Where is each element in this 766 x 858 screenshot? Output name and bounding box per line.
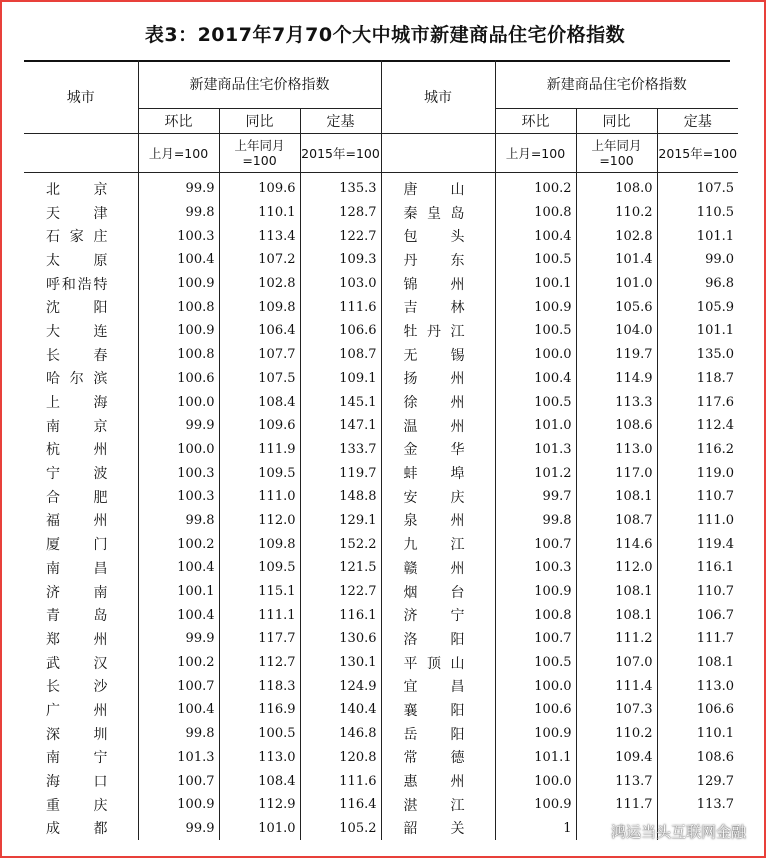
city-name: 济宁 <box>381 603 495 627</box>
table-row <box>24 627 738 651</box>
city-name: 呼和浩特 <box>46 276 108 293</box>
table-row <box>24 769 738 793</box>
yoy-value: 111.4 <box>576 674 657 698</box>
base-value: 112.4 <box>657 414 738 438</box>
city-name: 天津 <box>46 205 108 222</box>
city-name: 深圳 <box>46 726 108 743</box>
table-row <box>24 173 738 201</box>
yoy-value: 111.7 <box>576 793 657 817</box>
yoy-value: 101.0 <box>576 272 657 296</box>
base-value: 148.8 <box>300 485 381 509</box>
base-header-right: 定基 <box>657 109 738 134</box>
city-name: 长沙 <box>46 679 108 696</box>
yoy-value: 107.7 <box>219 343 300 367</box>
city-name: 太原 <box>46 252 108 269</box>
yoy-value: 117.7 <box>219 627 300 651</box>
base-value: 110.7 <box>657 580 738 604</box>
mom-value: 100.3 <box>138 461 219 485</box>
city-name: 广州 <box>46 702 108 719</box>
mom-value: 100.0 <box>495 674 576 698</box>
yoy-value: 105.6 <box>576 295 657 319</box>
yoy-base-right: 上年同月=100 <box>576 134 657 173</box>
city-name: 重庆 <box>46 797 108 814</box>
table-row <box>24 698 738 722</box>
table-row <box>24 580 738 604</box>
base-value: 101.1 <box>657 224 738 248</box>
yoy-value: 111.2 <box>576 627 657 651</box>
yoy-value: 118.3 <box>219 674 300 698</box>
yoy-value: 107.2 <box>219 248 300 272</box>
yoy-value: 114.6 <box>576 532 657 556</box>
mom-value: 100.1 <box>138 580 219 604</box>
table-row <box>24 438 738 462</box>
city-name: 上海 <box>46 395 108 412</box>
yoy-value: 107.5 <box>219 367 300 391</box>
city-name: 徐州 <box>381 390 495 414</box>
price-index-table <box>24 60 738 840</box>
yoy-value: 109.6 <box>219 414 300 438</box>
table-row <box>24 319 738 343</box>
city-name: 石家庄 <box>46 229 108 246</box>
base-value: 108.6 <box>657 746 738 770</box>
city-header-blank-right <box>381 134 495 173</box>
table-row <box>24 295 738 319</box>
mom-value: 100.1 <box>495 272 576 296</box>
mom-value: 100.2 <box>138 651 219 675</box>
city-name: 青岛 <box>46 608 108 625</box>
yoy-value: 108.1 <box>576 603 657 627</box>
yoy-value: 115.1 <box>219 580 300 604</box>
base-value: 96.8 <box>657 272 738 296</box>
yoy-value: 102.8 <box>219 272 300 296</box>
base-value: 146.8 <box>300 722 381 746</box>
city-name: 常德 <box>381 746 495 770</box>
yoy-value: 117.0 <box>576 461 657 485</box>
mom-value: 101.3 <box>138 746 219 770</box>
base-value: 130.1 <box>300 651 381 675</box>
base-base-right: 2015年=100 <box>657 134 738 173</box>
yoy-value: 116.9 <box>219 698 300 722</box>
base-value: 122.7 <box>300 224 381 248</box>
mom-base-right: 上月=100 <box>495 134 576 173</box>
table-row <box>24 390 738 414</box>
base-value: 152.2 <box>300 532 381 556</box>
mom-value: 99.8 <box>138 201 219 225</box>
base-value: 106.7 <box>657 603 738 627</box>
yoy-value: 119.7 <box>576 343 657 367</box>
mom-value: 100.2 <box>138 532 219 556</box>
base-value: 130.6 <box>300 627 381 651</box>
city-name: 海口 <box>46 774 108 791</box>
mom-value: 100.2 <box>495 173 576 201</box>
mom-value: 100.8 <box>495 603 576 627</box>
yoy-value: 111.1 <box>219 603 300 627</box>
mom-value: 100.5 <box>495 248 576 272</box>
city-name: 洛阳 <box>381 627 495 651</box>
yoy-value: 107.3 <box>576 698 657 722</box>
city-name: 济南 <box>46 584 108 601</box>
base-value: 108.7 <box>300 343 381 367</box>
yoy-header-left: 同比 <box>219 109 300 134</box>
city-name: 沈阳 <box>46 300 108 317</box>
mom-value: 100.9 <box>495 793 576 817</box>
base-value: 129.7 <box>657 769 738 793</box>
city-name: 蚌埠 <box>381 461 495 485</box>
mom-value: 100.4 <box>138 603 219 627</box>
watermark <box>583 821 746 842</box>
yoy-value: 109.6 <box>219 173 300 201</box>
mom-value: 100.8 <box>138 343 219 367</box>
base-value: 103.0 <box>300 272 381 296</box>
mom-value: 100.7 <box>138 674 219 698</box>
city-name: 福州 <box>46 513 108 530</box>
city-header-left: 城市 <box>24 60 138 134</box>
yoy-value: 102.8 <box>576 224 657 248</box>
mom-header-left: 环比 <box>138 109 219 134</box>
mom-value: 99.8 <box>495 509 576 533</box>
base-value: 111.6 <box>300 769 381 793</box>
base-value: 135.3 <box>300 173 381 201</box>
yoy-value: 108.0 <box>576 173 657 201</box>
city-name: 宁波 <box>46 466 108 483</box>
mom-value: 100.5 <box>495 319 576 343</box>
base-value: 105.9 <box>657 295 738 319</box>
base-value: 147.1 <box>300 414 381 438</box>
table-row <box>24 651 738 675</box>
base-value: 116.2 <box>657 438 738 462</box>
table-row <box>24 485 738 509</box>
base-value: 120.8 <box>300 746 381 770</box>
mom-value: 100.4 <box>138 248 219 272</box>
mom-value: 100.3 <box>495 556 576 580</box>
city-name: 牡丹江 <box>381 319 495 343</box>
base-value: 107.5 <box>657 173 738 201</box>
mom-value: 100.4 <box>495 367 576 391</box>
yoy-value: 108.4 <box>219 769 300 793</box>
city-name: 岳阳 <box>381 722 495 746</box>
table-row <box>24 556 738 580</box>
base-value: 140.4 <box>300 698 381 722</box>
yoy-value: 100.5 <box>219 722 300 746</box>
yoy-value: 108.6 <box>576 414 657 438</box>
base-value: 111.6 <box>300 295 381 319</box>
base-value: 106.6 <box>300 319 381 343</box>
base-value: 135.0 <box>657 343 738 367</box>
mom-value: 101.1 <box>495 746 576 770</box>
mom-value: 101.0 <box>495 414 576 438</box>
mom-value: 100.0 <box>495 769 576 793</box>
yoy-value: 108.1 <box>576 580 657 604</box>
city-name: 扬州 <box>381 367 495 391</box>
mom-value: 100.9 <box>495 722 576 746</box>
base-value: 116.4 <box>300 793 381 817</box>
yoy-value: 112.0 <box>576 556 657 580</box>
mom-value: 99.7 <box>495 485 576 509</box>
mom-value: 100.3 <box>138 485 219 509</box>
base-value: 119.7 <box>300 461 381 485</box>
yoy-value: 101.0 <box>219 817 300 841</box>
table-row <box>24 343 738 367</box>
city-name: 秦皇岛 <box>381 201 495 225</box>
mom-value: 100.0 <box>138 438 219 462</box>
city-name: 南京 <box>46 418 108 435</box>
table-row <box>24 793 738 817</box>
yoy-base-left: 上年同月=100 <box>219 134 300 173</box>
table-body <box>24 173 738 841</box>
base-value: 113.0 <box>657 674 738 698</box>
table-row <box>24 722 738 746</box>
base-value: 99.0 <box>657 248 738 272</box>
mom-value: 100.0 <box>495 343 576 367</box>
city-name: 九江 <box>381 532 495 556</box>
table-row <box>24 201 738 225</box>
wechat-icon <box>583 823 605 841</box>
yoy-value: 109.8 <box>219 532 300 556</box>
mom-value: 100.4 <box>495 224 576 248</box>
base-value: 129.1 <box>300 509 381 533</box>
table-row <box>24 461 738 485</box>
yoy-value: 114.9 <box>576 367 657 391</box>
city-name: 安庆 <box>381 485 495 509</box>
table-row <box>24 414 738 438</box>
mom-value: 100.9 <box>138 793 219 817</box>
mom-value: 100.8 <box>495 201 576 225</box>
city-name: 金华 <box>381 438 495 462</box>
yoy-value: 110.2 <box>576 722 657 746</box>
city-name: 成都 <box>46 821 108 838</box>
yoy-value: 113.4 <box>219 224 300 248</box>
yoy-value: 101.4 <box>576 248 657 272</box>
yoy-value: 112.0 <box>219 509 300 533</box>
yoy-value: 112.9 <box>219 793 300 817</box>
table-row <box>24 248 738 272</box>
mom-value: 100.5 <box>495 651 576 675</box>
yoy-value: 108.4 <box>219 390 300 414</box>
city-name: 哈尔滨 <box>46 371 108 388</box>
base-value: 110.1 <box>657 722 738 746</box>
city-name: 包头 <box>381 224 495 248</box>
city-header-right: 城市 <box>381 60 495 134</box>
base-value: 118.7 <box>657 367 738 391</box>
base-value: 116.1 <box>657 556 738 580</box>
city-name: 丹东 <box>381 248 495 272</box>
mom-value: 101.3 <box>495 438 576 462</box>
city-name: 泉州 <box>381 509 495 533</box>
yoy-value: 110.1 <box>219 201 300 225</box>
base-base-left: 2015年=100 <box>300 134 381 173</box>
table-row <box>24 367 738 391</box>
city-name: 平顶山 <box>381 651 495 675</box>
mom-value: 100.6 <box>138 367 219 391</box>
mom-value: 100.4 <box>138 556 219 580</box>
yoy-value: 107.0 <box>576 651 657 675</box>
yoy-value: 109.5 <box>219 556 300 580</box>
mom-value: 100.9 <box>495 580 576 604</box>
base-value: 105.2 <box>300 817 381 841</box>
yoy-value: 111.9 <box>219 438 300 462</box>
yoy-value: 112.7 <box>219 651 300 675</box>
yoy-value: 111.0 <box>219 485 300 509</box>
yoy-value: 109.8 <box>219 295 300 319</box>
base-value: 133.7 <box>300 438 381 462</box>
yoy-header-right: 同比 <box>576 109 657 134</box>
mom-value: 100.3 <box>138 224 219 248</box>
yoy-value: 104.0 <box>576 319 657 343</box>
base-value: 110.5 <box>657 201 738 225</box>
mom-value: 99.9 <box>138 817 219 841</box>
city-name: 合肥 <box>46 489 108 506</box>
mom-value: 100.9 <box>138 319 219 343</box>
mom-value: 100.9 <box>495 295 576 319</box>
mom-value: 99.8 <box>138 509 219 533</box>
mom-value: 100.6 <box>495 698 576 722</box>
base-value: 113.7 <box>657 793 738 817</box>
city-header-blank-left <box>24 134 138 173</box>
group-header-right: 新建商品住宅价格指数 <box>495 60 738 109</box>
yoy-value: 113.0 <box>219 746 300 770</box>
city-name: 宜昌 <box>381 674 495 698</box>
table-row <box>24 532 738 556</box>
base-value: 106.6 <box>657 698 738 722</box>
city-name: 湛江 <box>381 793 495 817</box>
mom-value: 99.9 <box>138 173 219 201</box>
mom-value: 100.7 <box>495 627 576 651</box>
yoy-value: 109.5 <box>219 461 300 485</box>
yoy-value: 108.1 <box>576 485 657 509</box>
table-row <box>24 746 738 770</box>
mom-value: 100.5 <box>495 390 576 414</box>
city-name: 郑州 <box>46 631 108 648</box>
city-name: 北京 <box>46 181 108 198</box>
city-name: 杭州 <box>46 442 108 459</box>
base-value: 121.5 <box>300 556 381 580</box>
mom-base-left: 上月=100 <box>138 134 219 173</box>
city-name: 烟台 <box>381 580 495 604</box>
base-value: 119.0 <box>657 461 738 485</box>
base-value: 124.9 <box>300 674 381 698</box>
table-row <box>24 272 738 296</box>
base-value: 145.1 <box>300 390 381 414</box>
watermark-text: 鸿运当头互联网金融 <box>610 823 746 841</box>
city-name: 厦门 <box>46 537 108 554</box>
table-row <box>24 509 738 533</box>
city-name: 无锡 <box>381 343 495 367</box>
mom-value: 99.9 <box>138 414 219 438</box>
yoy-value: 113.7 <box>576 769 657 793</box>
mom-value: 100.8 <box>138 295 219 319</box>
base-value: 116.1 <box>300 603 381 627</box>
table-row <box>24 224 738 248</box>
group-header-left: 新建商品住宅价格指数 <box>138 60 381 109</box>
city-name: 赣州 <box>381 556 495 580</box>
mom-value: 1 <box>495 817 576 841</box>
mom-value: 100.7 <box>495 532 576 556</box>
city-name: 武汉 <box>46 655 108 672</box>
mom-value: 100.4 <box>138 698 219 722</box>
base-value: 128.7 <box>300 201 381 225</box>
city-name: 锦州 <box>381 272 495 296</box>
yoy-value: 106.4 <box>219 319 300 343</box>
city-name: 大连 <box>46 323 108 340</box>
base-value: 101.1 <box>657 319 738 343</box>
table-row <box>24 603 738 627</box>
city-name: 南宁 <box>46 750 108 767</box>
city-name: 襄阳 <box>381 698 495 722</box>
mom-value: 100.9 <box>138 272 219 296</box>
mom-value: 100.7 <box>138 769 219 793</box>
yoy-value: 113.0 <box>576 438 657 462</box>
table-title: 表3：2017年7月70个大中城市新建商品住宅价格指数 <box>144 24 626 46</box>
base-value: 110.7 <box>657 485 738 509</box>
mom-header-right: 环比 <box>495 109 576 134</box>
base-value: 122.7 <box>300 580 381 604</box>
yoy-value: 113.3 <box>576 390 657 414</box>
city-name: 惠州 <box>381 769 495 793</box>
yoy-value: 108.7 <box>576 509 657 533</box>
yoy-value: 109.4 <box>576 746 657 770</box>
city-name: 南昌 <box>46 560 108 577</box>
city-name: 温州 <box>381 414 495 438</box>
city-name: 唐山 <box>381 173 495 201</box>
city-name: 吉林 <box>381 295 495 319</box>
mom-value: 99.9 <box>138 627 219 651</box>
base-value: 117.6 <box>657 390 738 414</box>
mom-value: 99.8 <box>138 722 219 746</box>
mom-value: 101.2 <box>495 461 576 485</box>
base-value: 109.1 <box>300 367 381 391</box>
base-value: 111.0 <box>657 509 738 533</box>
base-header-left: 定基 <box>300 109 381 134</box>
base-value: 111.7 <box>657 627 738 651</box>
city-name: 长春 <box>46 347 108 364</box>
mom-value: 100.0 <box>138 390 219 414</box>
table-row <box>24 674 738 698</box>
yoy-value: 110.2 <box>576 201 657 225</box>
base-value: 119.4 <box>657 532 738 556</box>
base-value: 109.3 <box>300 248 381 272</box>
city-name: 韶关 <box>381 817 495 841</box>
base-value: 108.1 <box>657 651 738 675</box>
